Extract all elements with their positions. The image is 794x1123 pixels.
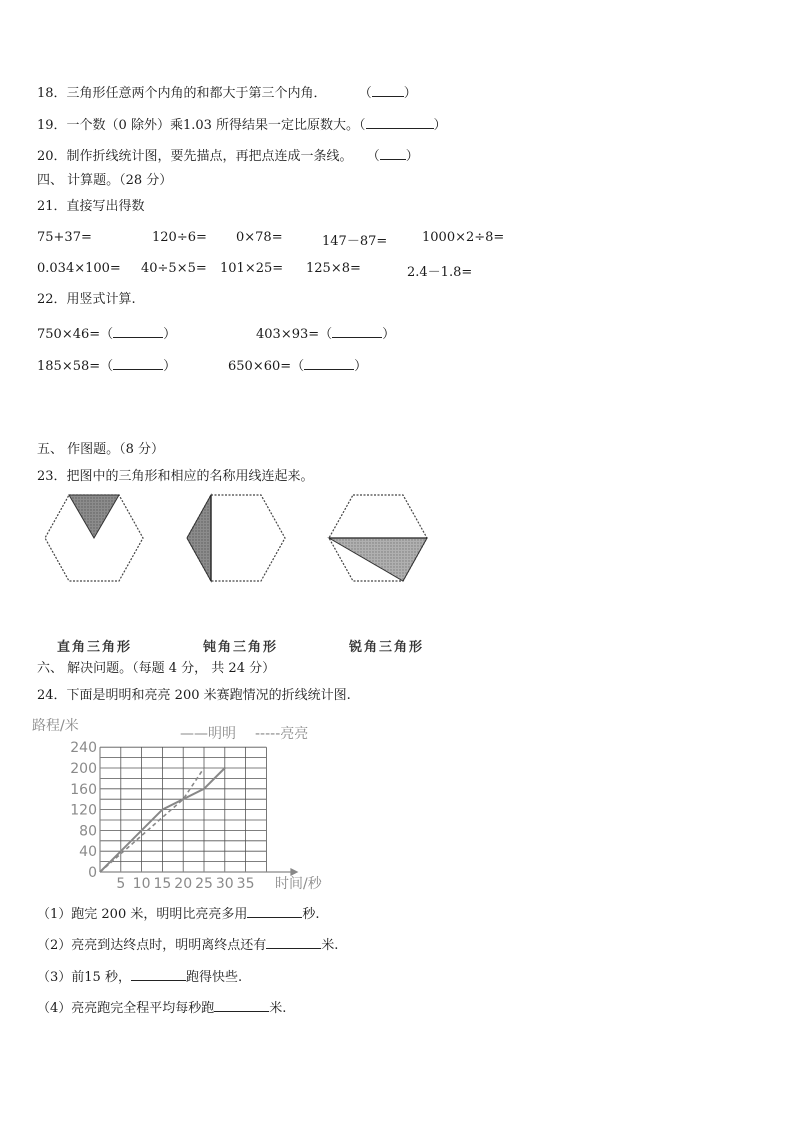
calc-1-1: 75+37= [37, 230, 92, 245]
calc-2-5: 2.4－1.8= [407, 265, 473, 280]
calc-1-5: 1000×2÷8= [422, 230, 505, 245]
answer-blank-22-1[interactable] [113, 325, 163, 338]
x-tick-label: 5 [116, 876, 126, 892]
legend-liangliang: -----亮亮 [255, 726, 309, 742]
hexagon-1 [45, 495, 143, 581]
question-24: 24．下面是明明和亮亮 200 米赛跑情况的折线统计图. [37, 688, 351, 703]
chart-grid [100, 747, 266, 872]
answer-blank-22-2[interactable] [332, 325, 382, 338]
answer-blank-20[interactable] [380, 147, 406, 160]
answer-blank-24-2[interactable] [266, 936, 321, 949]
calc-1-4: 147－87= [322, 234, 388, 249]
calc-1-2: 120÷6= [152, 230, 207, 245]
x-tick-label: 35 [236, 876, 255, 892]
y-tick-label: 80 [79, 823, 97, 840]
chart-axes [70, 740, 298, 892]
x-tick-label: 30 [215, 876, 234, 892]
section-5-title: 五、 作图题。（8 分） [37, 442, 165, 457]
y-tick-label: 240 [70, 740, 97, 757]
x-axis-label: 时间/秒 [275, 876, 322, 892]
calc-2-2: 40÷5×5= [141, 261, 207, 276]
section-6-title: 六、 解决问题。（每题 4 分， 共 24 分） [37, 661, 276, 676]
subquestion-4: （4）亮亮跑完全程平均每秒跑 米. [37, 1001, 287, 1016]
question-20-text: 20．制作折线统计图，要先描点，再把点连成一条线。 [37, 149, 353, 164]
question-21: 21．直接写出得数 [37, 199, 145, 214]
y-axis-label: 路程/米 [32, 718, 79, 734]
answer-blank-18[interactable] [372, 84, 404, 97]
x-tick-label: 20 [174, 876, 193, 892]
vertical-calc-4: 650×60=（ ） [228, 359, 368, 374]
answer-blank-19[interactable] [366, 116, 434, 129]
hexagon-3 [329, 495, 427, 581]
calc-2-4: 125×8= [306, 261, 361, 276]
vertical-calc-3: 185×58=（ ） [37, 359, 177, 374]
label-obtuse-triangle: 钝角三角形 [203, 640, 279, 655]
subquestion-2: （2）亮亮到达终点时，明明离终点还有 米. [37, 938, 339, 953]
y-tick-label: 200 [70, 761, 97, 777]
calc-2-1: 0.034×100= [37, 261, 121, 276]
hexagon-figures [0, 488, 794, 588]
x-axis-arrow [290, 868, 298, 876]
y-tick-label: 120 [70, 802, 97, 819]
y-tick-label: 40 [79, 844, 97, 861]
answer-blank-24-4[interactable] [214, 999, 269, 1012]
x-tick-label: 15 [153, 876, 172, 892]
question-23: 23．把图中的三角形和相应的名称用线连起来。 [37, 469, 314, 484]
answer-blank-24-1[interactable] [247, 905, 302, 918]
calc-1-3: 0×78= [236, 230, 283, 245]
obtuse-triangle-shape [187, 495, 211, 581]
line-chart [30, 712, 340, 897]
question-18: 18．三角形任意两个内角的和都大于第三个内角． （ ） [37, 86, 417, 101]
calc-2-3: 101×25= [220, 261, 284, 276]
subquestion-3: （3）前15 秒， 跑得快些. [37, 970, 243, 985]
acute-triangle-shape [329, 538, 427, 581]
x-tick-label: 10 [132, 876, 151, 892]
x-tick-label: 25 [195, 876, 213, 892]
vertical-calc-2: 403×93=（ ） [256, 327, 396, 342]
section-4-title: 四、 计算题。（28 分） [37, 173, 173, 188]
answer-blank-22-3[interactable] [113, 357, 163, 370]
y-tick-label: 0 [88, 865, 97, 881]
label-acute-triangle: 锐角三角形 [349, 640, 425, 655]
hexagon-2 [187, 495, 285, 581]
question-19: 19．一个数（0 除外）乘1.03 所得结果一定比原数大。（ ） [37, 118, 447, 133]
question-20: 20．制作折线统计图，要先描点，再把点连成一条线。 （ ） [37, 149, 419, 164]
answer-blank-24-3[interactable] [131, 968, 186, 981]
answer-blank-22-4[interactable] [304, 357, 354, 370]
y-tick-label: 160 [70, 781, 97, 798]
label-right-triangle: 直角三角形 [57, 640, 133, 655]
question-18-text: 18．三角形任意两个内角的和都大于第三个内角． [37, 86, 327, 101]
vertical-calc-1: 750×46=（ ） [37, 327, 177, 342]
right-triangle-shape [69, 495, 119, 538]
subquestion-1: （1）跑完 200 米，明明比亮亮多用 秒. [37, 907, 320, 922]
question-22: 22．用竖式计算. [37, 292, 136, 307]
legend-mingming: ——明明 [180, 726, 236, 742]
question-19-text: 19．一个数（0 除外）乘1.03 所得结果一定比原数大。 [37, 118, 360, 133]
